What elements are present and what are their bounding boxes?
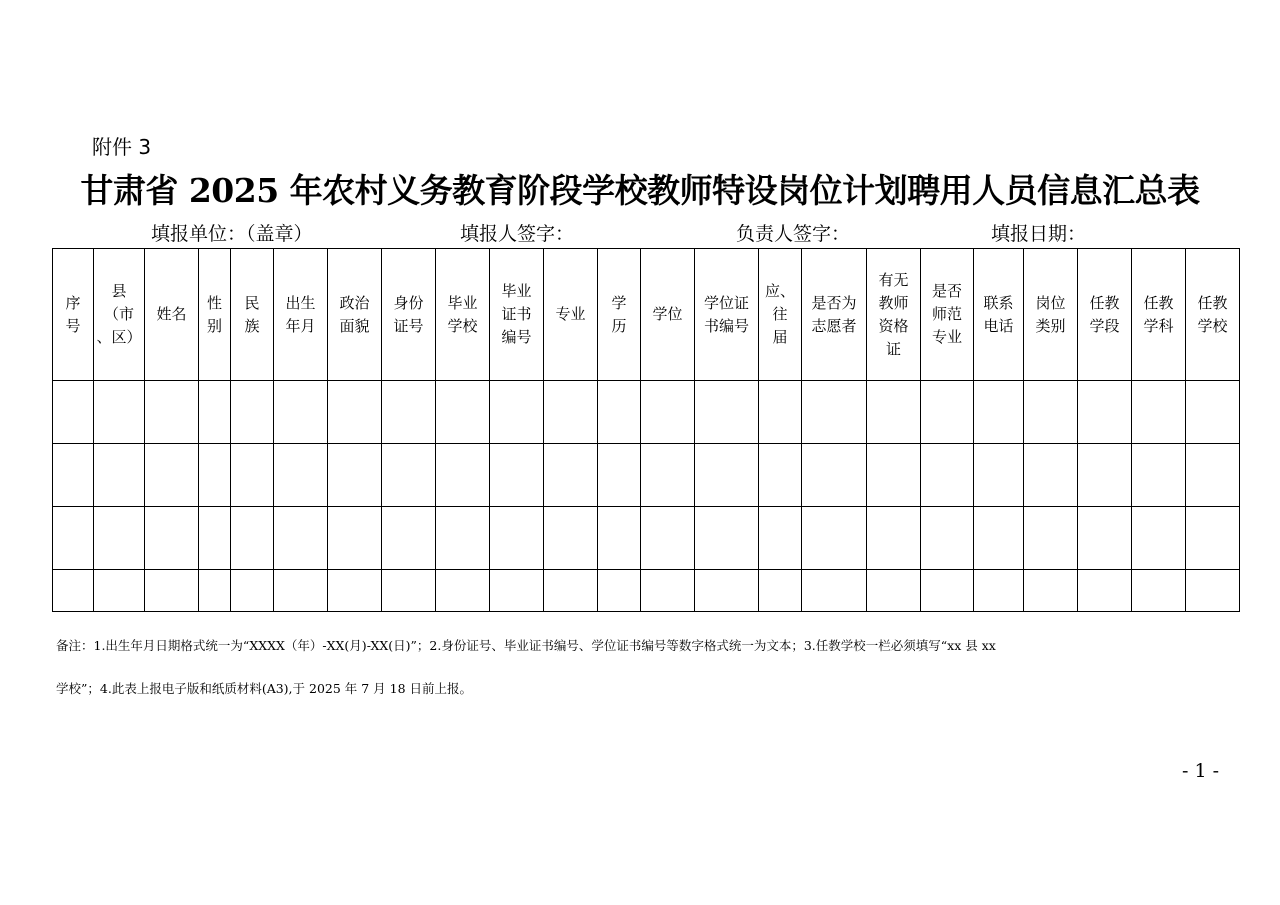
table-cell[interactable] — [53, 570, 94, 612]
header-cell: 身份 证号 — [382, 249, 436, 381]
table-cell[interactable] — [695, 507, 759, 570]
header-cell: 学位证 书编号 — [695, 249, 759, 381]
table-cell[interactable] — [199, 381, 231, 444]
table-cell[interactable] — [1186, 507, 1240, 570]
table-cell[interactable] — [274, 570, 328, 612]
table-cell[interactable] — [598, 381, 641, 444]
table-cell[interactable] — [145, 507, 199, 570]
table-header-row — [53, 249, 1240, 381]
table-cell[interactable] — [641, 570, 695, 612]
table-cell[interactable] — [1024, 381, 1078, 444]
table-cell[interactable] — [974, 444, 1024, 507]
table-cell[interactable] — [1024, 570, 1078, 612]
header-cell: 是否 师范 专业 — [921, 249, 974, 381]
table-cell[interactable] — [1078, 444, 1132, 507]
filler-signature-label: 填报人签字： — [460, 223, 575, 245]
table-cell[interactable] — [598, 444, 641, 507]
table-cell[interactable] — [1132, 381, 1186, 444]
table-cell[interactable] — [802, 507, 867, 570]
table-cell[interactable] — [802, 570, 867, 612]
table-cell[interactable] — [598, 507, 641, 570]
table-cell[interactable] — [231, 570, 274, 612]
table-cell[interactable] — [544, 381, 598, 444]
table-cell[interactable] — [231, 381, 274, 444]
table-cell[interactable] — [867, 507, 921, 570]
table-cell[interactable] — [759, 570, 802, 612]
table-cell[interactable] — [974, 381, 1024, 444]
table-cell[interactable] — [1024, 507, 1078, 570]
table-cell[interactable] — [1186, 570, 1240, 612]
table-cell[interactable] — [53, 381, 94, 444]
table-cell[interactable] — [544, 444, 598, 507]
table-cell[interactable] — [382, 570, 436, 612]
table-cell[interactable] — [867, 444, 921, 507]
table-cell[interactable] — [199, 444, 231, 507]
table-cell[interactable] — [695, 570, 759, 612]
table-cell[interactable] — [382, 381, 436, 444]
table-cell[interactable] — [199, 570, 231, 612]
table-cell[interactable] — [641, 444, 695, 507]
header-cell: 应、 往 届 — [759, 249, 802, 381]
header-cell: 性 别 — [199, 249, 231, 381]
table-cell[interactable] — [921, 444, 974, 507]
header-cell: 任教 学科 — [1132, 249, 1186, 381]
table-cell[interactable] — [382, 507, 436, 570]
table-cell[interactable] — [974, 507, 1024, 570]
table-cell[interactable] — [490, 381, 544, 444]
table-cell[interactable] — [1132, 570, 1186, 612]
header-cell: 学位 — [641, 249, 695, 381]
fill-unit-label: 填报单位：（盖章） — [151, 223, 313, 245]
header-cell: 专业 — [544, 249, 598, 381]
table-cell[interactable] — [94, 507, 145, 570]
header-cell: 县 （市 、区） — [94, 249, 145, 381]
header-cell: 政治 面貌 — [328, 249, 382, 381]
table-cell[interactable] — [641, 381, 695, 444]
table-cell[interactable] — [867, 381, 921, 444]
header-cell: 是否为 志愿者 — [802, 249, 867, 381]
header-cell: 联系 电话 — [974, 249, 1024, 381]
table-cell[interactable] — [231, 507, 274, 570]
table-cell[interactable] — [53, 507, 94, 570]
responsible-signature-label: 负责人签字： — [736, 223, 851, 245]
table-cell[interactable] — [544, 570, 598, 612]
table-cell[interactable] — [490, 507, 544, 570]
table-cell[interactable] — [1186, 444, 1240, 507]
table-cell[interactable] — [490, 570, 544, 612]
table-cell[interactable] — [1132, 444, 1186, 507]
table-cell[interactable] — [802, 381, 867, 444]
table-row — [53, 570, 1240, 612]
table-cell[interactable] — [1078, 570, 1132, 612]
table-cell[interactable] — [759, 507, 802, 570]
header-cell: 出生 年月 — [274, 249, 328, 381]
table-cell[interactable] — [328, 444, 382, 507]
table-cell[interactable] — [695, 381, 759, 444]
table-cell[interactable] — [921, 507, 974, 570]
attachment-label: 附件 3 — [92, 135, 152, 159]
fill-fields-row — [0, 219, 1280, 245]
table-cell[interactable] — [436, 507, 490, 570]
header-cell: 学 历 — [598, 249, 641, 381]
table-cell[interactable] — [1132, 507, 1186, 570]
table-cell[interactable] — [544, 507, 598, 570]
table-cell[interactable] — [94, 570, 145, 612]
header-cell: 民 族 — [231, 249, 274, 381]
table-cell[interactable] — [145, 381, 199, 444]
table-cell[interactable] — [94, 381, 145, 444]
table-cell[interactable] — [274, 381, 328, 444]
table-cell[interactable] — [328, 570, 382, 612]
table-row — [53, 444, 1240, 507]
header-cell: 任教 学段 — [1078, 249, 1132, 381]
table-cell[interactable] — [802, 444, 867, 507]
table-cell[interactable] — [94, 444, 145, 507]
table-cell[interactable] — [328, 507, 382, 570]
table-cell[interactable] — [382, 444, 436, 507]
table-cell[interactable] — [328, 381, 382, 444]
table-cell[interactable] — [759, 381, 802, 444]
info-summary-table — [52, 248, 1240, 612]
header-cell: 任教 学校 — [1186, 249, 1240, 381]
table-cell[interactable] — [53, 444, 94, 507]
table-cell[interactable] — [974, 570, 1024, 612]
table-cell[interactable] — [145, 444, 199, 507]
table-cell[interactable] — [436, 444, 490, 507]
footnote-line-2: 学校”；4.此表上报电子版和纸质材料(A3),于 2025 年 7 月 18 日前上报。 — [56, 681, 473, 696]
page-number: - 1 - — [1182, 760, 1220, 782]
table-cell[interactable] — [921, 381, 974, 444]
table-cell[interactable] — [274, 444, 328, 507]
table-cell[interactable] — [598, 570, 641, 612]
footnote-line-1: 备注：1.出生年月日期格式统一为“XXXX（年）-XX(月)-XX(日)”；2.身份证号、毕业证书编号、学位证书编号等数字格式统一为文本；3.任教学校一栏必须填写“xx 县 xx — [56, 638, 996, 653]
table-cell[interactable] — [231, 444, 274, 507]
table-cell[interactable] — [695, 444, 759, 507]
table-cell[interactable] — [436, 570, 490, 612]
header-cell: 序 号 — [53, 249, 94, 381]
table-cell[interactable] — [759, 444, 802, 507]
table-cell[interactable] — [921, 570, 974, 612]
header-cell: 有无 教师 资格 证 — [867, 249, 921, 381]
table-cell[interactable] — [867, 570, 921, 612]
header-cell: 岗位 类别 — [1024, 249, 1078, 381]
table-row — [53, 381, 1240, 444]
header-cell: 姓名 — [145, 249, 199, 381]
table-cell[interactable] — [490, 444, 544, 507]
header-cell: 毕业 证书 编号 — [490, 249, 544, 381]
table-cell[interactable] — [436, 381, 490, 444]
table-cell[interactable] — [1024, 444, 1078, 507]
table-cell[interactable] — [199, 507, 231, 570]
table-cell[interactable] — [1186, 381, 1240, 444]
table-cell[interactable] — [1078, 507, 1132, 570]
fill-date-label: 填报日期： — [991, 223, 1087, 245]
table-cell[interactable] — [641, 507, 695, 570]
document-title: 甘肃省 2025 年农村义务教育阶段学校教师特设岗位计划聘用人员信息汇总表 — [80, 171, 1200, 210]
table-cell[interactable] — [274, 507, 328, 570]
table-cell[interactable] — [145, 570, 199, 612]
table-row — [53, 507, 1240, 570]
table-cell[interactable] — [1078, 381, 1132, 444]
header-cell: 毕业 学校 — [436, 249, 490, 381]
